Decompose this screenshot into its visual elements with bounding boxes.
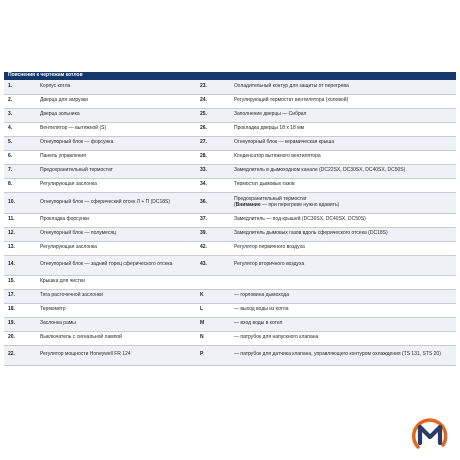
legend-description: — вход воды в котел (230, 317, 456, 331)
legend-description: Тяга расточечной заслонки (36, 289, 196, 303)
legend-warning-label: Внимание (235, 201, 261, 208)
legend-number: 22. (4, 345, 36, 365)
legend-number: P (196, 345, 230, 365)
legend-number: 34. (196, 178, 230, 192)
legend-row (4, 80, 456, 94)
legend-row (4, 303, 456, 317)
legend-description: Огнеупорный блок — полумесяц (36, 227, 196, 241)
legend-table (4, 72, 456, 366)
legend-description: Корпус котла (36, 80, 196, 94)
legend-number: 39. (196, 227, 230, 241)
legend-number: 1. (4, 80, 36, 94)
legend-row (4, 227, 456, 241)
legend-number: 27. (196, 136, 230, 150)
legend-description: Заполнение дверцы — Сибрал (230, 108, 456, 122)
legend-number: 24. (196, 94, 230, 108)
legend-row (4, 122, 456, 136)
legend-description: Охладительный контур для защиты от перегрева (230, 80, 456, 94)
legend-description: Дверца зольника (36, 108, 196, 122)
legend-row (4, 317, 456, 331)
legend-row (4, 164, 456, 178)
legend-number: 36. (196, 192, 230, 213)
legend-number: 7. (4, 164, 36, 178)
legend-number: 28. (196, 150, 230, 164)
legend-row (4, 345, 456, 365)
legend-description: Замедлитель — под крышей (DC30SX, DC40SX, DC50S) (230, 213, 456, 227)
legend-number: 17. (4, 289, 36, 303)
legend-row (4, 213, 456, 227)
legend-number: 13. (4, 241, 36, 255)
legend-description: Замедлитель в дымоходном канале (DC22SX, DC30SX, DC40SX, DC50S) (230, 164, 456, 178)
legend-description: Термометр (36, 303, 196, 317)
legend-description: Вентилятор — вытяжной (S) (36, 122, 196, 136)
m-logo-icon (408, 412, 452, 456)
legend-description: — патрубок для датчика клапана, управляющего контуром охлаждения (TS 131, STS 20) (230, 345, 456, 365)
legend-number: 14. (4, 255, 36, 275)
legend-description: Регулятор первичного воздуха (230, 241, 456, 255)
legend-body (4, 80, 456, 365)
legend-number: 43. (196, 255, 230, 275)
legend-number: 42. (196, 241, 230, 255)
legend-number: 12. (4, 227, 36, 241)
legend-number: 6. (4, 150, 36, 164)
legend-number: M (196, 317, 230, 331)
legend-description: Регулирующий термостат вентилятора (холовой) (230, 94, 456, 108)
legend-description (230, 275, 456, 289)
legend-number: L (196, 303, 230, 317)
legend-description: — выход воды из котла (230, 303, 456, 317)
legend-row (4, 331, 456, 345)
legend-number: 3. (4, 108, 36, 122)
legend-row (4, 275, 456, 289)
legend-description: Заслонка рамы (36, 317, 196, 331)
legend-title: Пояснения к чертежам котлов (4, 72, 456, 80)
legend-description: — горловина дымохода (230, 289, 456, 303)
legend-number: 15. (4, 275, 36, 289)
legend-description: Огнеупорный блок — форсунка (36, 136, 196, 150)
legend-description: Конденсатор вытяжного вентилятора (230, 150, 456, 164)
legend-row (4, 150, 456, 164)
legend-description: Крышка для чистки (36, 275, 196, 289)
legend-description: Панель управления (36, 150, 196, 164)
legend-number: 25. (196, 108, 230, 122)
legend-description: Регулирующая заслонка (36, 178, 196, 192)
legend-description: Регулятор вторичного воздуха (230, 255, 456, 275)
legend-number: K (196, 289, 230, 303)
legend-description: Предохранительный термостат (Внимание — при перегреве нужно вдавить) (230, 192, 456, 213)
legend-number: 10. (4, 192, 36, 213)
legend-number: 19. (4, 317, 36, 331)
legend-row (4, 94, 456, 108)
legend-number: 8. (4, 178, 36, 192)
legend-number: 26. (196, 122, 230, 136)
legend-description: Замедлитель дымовых газов вдоль сферического отсека (DC18S) (230, 227, 456, 241)
legend-number: 4. (4, 122, 36, 136)
legend-warning-text: — при перегреве нужно вдавить) (260, 201, 340, 208)
legend-number: 18. (4, 303, 36, 317)
legend-number: 2. (4, 94, 36, 108)
legend-number: 33. (196, 164, 230, 178)
legend-number: 5. (4, 136, 36, 150)
legend-row (4, 255, 456, 275)
legend-row (4, 241, 456, 255)
legend-row (4, 108, 456, 122)
legend-header-row (4, 72, 456, 80)
legend-number: 11. (4, 213, 36, 227)
legend-description: Огнеупорный блок — сферический отсек Л + П (DC18S) (36, 192, 196, 213)
legend-description: — патрубок для напускного клапана (230, 331, 456, 345)
legend-number: N (196, 331, 230, 345)
legend-description: Регулирующая заслонка (36, 241, 196, 255)
legend-row (4, 289, 456, 303)
legend-description: Дверца для загрузки (36, 94, 196, 108)
legend-description: Огнеупорный блок — задний торец сферического отсека (36, 255, 196, 275)
legend-description: Огнеупорный блок — керамическая крыша (230, 136, 456, 150)
legend-description: Выключатель с сигнальной лампой (36, 331, 196, 345)
legend-description: Предохранительный термостат (36, 164, 196, 178)
legend-row (4, 136, 456, 150)
legend-number: 37. (196, 213, 230, 227)
legend-description: Прокладка дверцы 18 x 18 мм (230, 122, 456, 136)
legend-description: Прокладка форсунки (36, 213, 196, 227)
legend-row (4, 178, 456, 192)
legend-number (196, 275, 230, 289)
legend-description: Регулятор мощности Honeywell FR 124 (36, 345, 196, 365)
legend-number: 20. (4, 331, 36, 345)
legend-description-line: Предохранительный термостат (234, 195, 307, 202)
legend-number: 23. (196, 80, 230, 94)
legend-description: Термостат дымовых газов (230, 178, 456, 192)
legend-row (4, 192, 456, 213)
